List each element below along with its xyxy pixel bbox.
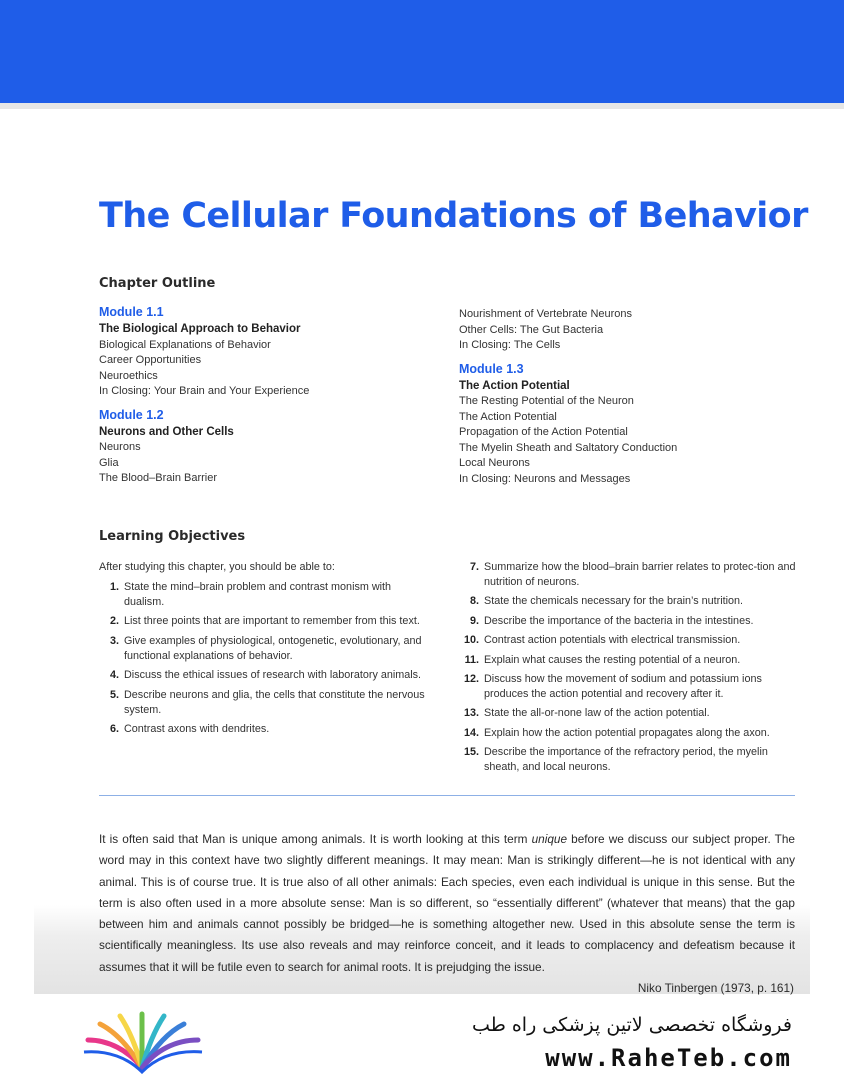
outline-item: Career Opportunities <box>99 354 202 366</box>
objective-text: State the chemicals necessary for the brain’s nutrition. <box>484 595 744 608</box>
objective-text: Describe the importance of the bacteria in the intestines. <box>484 614 754 627</box>
objective-item <box>459 633 797 648</box>
objective-item <box>99 688 429 718</box>
objective-text: Give examples of physiological, ontogenetic, evolutionary, and functional explanations of behavior. <box>124 634 422 662</box>
objective-text: Explain what causes the resting potential of a neuron. <box>484 653 741 666</box>
outline-item: The Blood–Brain Barrier <box>99 472 218 484</box>
section-divider <box>99 795 795 796</box>
module-label: Module 1.3 <box>459 361 524 376</box>
objective-number: 11. <box>464 653 479 666</box>
outline-item: Other Cells: The Gut Bacteria <box>459 323 604 336</box>
header-color-band <box>0 0 844 103</box>
objective-text: Describe the importance of the refractory period, the myelin sheath, and local neurons. <box>484 746 768 774</box>
outline-item: Propagation of the Action Potential <box>459 426 628 438</box>
module-subtitle: The Biological Approach to Behavior <box>99 323 301 335</box>
objective-text: State the all-or-none law of the action potential. <box>484 707 710 720</box>
outline-item: Neuroethics <box>99 369 158 382</box>
outline-right-column <box>459 307 799 487</box>
objective-number: 15. <box>463 746 479 759</box>
outline-item: Local Neurons <box>459 457 530 469</box>
book-rainbow-logo-icon <box>78 1010 208 1076</box>
quote-italic-word: unique <box>531 832 568 846</box>
outline-item: Glia <box>99 456 119 469</box>
module-label: Module 1.1 <box>99 305 164 319</box>
objective-number: 7. <box>469 561 479 573</box>
objective-text: Describe neurons and glia, the cells that constitute the nervous system. <box>124 688 425 716</box>
objective-number: 8. <box>469 595 479 608</box>
module-label: Module 1.2 <box>99 407 164 422</box>
objective-text: List three points that are important to remember from this text. <box>124 615 420 628</box>
objective-number: 5. <box>109 688 119 701</box>
objective-number: 14. <box>463 726 479 739</box>
objective-number: 13. <box>463 707 479 720</box>
outline-item: The Action Potential <box>459 410 557 423</box>
objective-item <box>459 594 797 609</box>
chapter-title: The Cellular Foundations of Behavior <box>99 196 808 236</box>
store-name-watermark: فروشگاه تخصصی لاتین پزشکی راه طب <box>472 1014 792 1036</box>
objectives-right-column <box>459 560 797 780</box>
objective-text: Discuss how the movement of sodium and potassium ions produces the action potential and recovery after it. <box>484 672 762 700</box>
learning-objectives-heading: Learning Objectives <box>99 529 246 544</box>
objective-number: 6. <box>109 722 119 735</box>
quote-text-part: before we discuss our subject proper. The word may in this context have two slightly different meanings. It may mean: Man is strikingly different—he is not identical with any animal. This is of course true. It is true also of all other animals: Each species, even each individual is unique in this sense. But the term is also often used in a more absolute sense: Man is so different, so “essentially different” (whatever that means) that the gap between him and animals cannot possibly be bridged—he is something altogether new. Used in this absolute sense the term is scientifically meaningless. Its use also reveals and may reinforce conceit, and it leads to complacency and defeatism because it assumes that it will be futile even to search for animal roots. It is prejudging the issue. <box>99 832 795 974</box>
objective-text: State the mind–brain problem and contrast monism with dualism. <box>124 581 392 608</box>
objective-number: 3. <box>109 634 119 647</box>
objective-number: 9. <box>469 614 479 627</box>
objective-item <box>99 668 429 683</box>
objective-number: 10. <box>463 634 479 647</box>
objective-text: Explain how the action potential propagates along the axon. <box>484 726 770 739</box>
quote-attribution: Niko Tinbergen (1973, p. 161) <box>637 981 794 995</box>
outline-item: Neurons <box>99 441 141 453</box>
objective-number: 2. <box>109 615 119 628</box>
quote-text-part: It is often said that Man is unique among animals. It is worth looking at this term <box>99 832 532 846</box>
objective-item <box>459 560 797 590</box>
objective-item <box>99 722 429 737</box>
objective-item <box>459 745 797 775</box>
objective-item <box>99 634 429 664</box>
objective-number: 4. <box>109 669 119 682</box>
outline-item: Biological Explanations of Behavior <box>99 338 271 351</box>
outline-item: The Myelin Sheath and Saltatory Conduction <box>459 441 678 454</box>
store-url-watermark: www.RaheTeb.com <box>545 1044 792 1072</box>
objective-item <box>459 614 797 629</box>
objectives-intro: After studying this chapter, you should be able to: <box>99 561 335 573</box>
module-subtitle: The Action Potential <box>459 379 570 392</box>
objective-text: Contrast axons with dendrites. <box>124 722 270 735</box>
objective-item <box>459 726 797 741</box>
module-subtitle: Neurons and Other Cells <box>99 425 234 438</box>
chapter-outline-heading: Chapter Outline <box>99 276 216 291</box>
outline-item: In Closing: Your Brain and Your Experience <box>99 385 310 397</box>
outline-item: The Resting Potential of the Neuron <box>459 395 634 407</box>
objective-item <box>99 580 429 610</box>
objective-text: Discuss the ethical issues of research with laboratory animals. <box>124 669 422 682</box>
outline-item: In Closing: Neurons and Messages <box>459 472 631 485</box>
objective-item <box>99 614 429 629</box>
objective-text: Summarize how the blood–brain barrier relates to protec-tion and nutrition of neurons. <box>484 561 796 588</box>
objective-number: 12. <box>463 672 479 685</box>
outline-left-column <box>99 305 439 487</box>
objective-number: 1. <box>109 581 119 593</box>
outline-item: Nourishment of Vertebrate Neurons <box>459 308 633 320</box>
epigraph-quote <box>99 829 795 978</box>
header-gray-stripe <box>0 103 844 109</box>
outline-item: In Closing: The Cells <box>459 339 561 351</box>
objective-item <box>459 653 797 668</box>
objective-item <box>459 706 797 721</box>
objective-item <box>459 672 797 702</box>
objective-text: Contrast action potentials with electrical transmission. <box>484 634 741 647</box>
objectives-left-column <box>99 560 429 741</box>
